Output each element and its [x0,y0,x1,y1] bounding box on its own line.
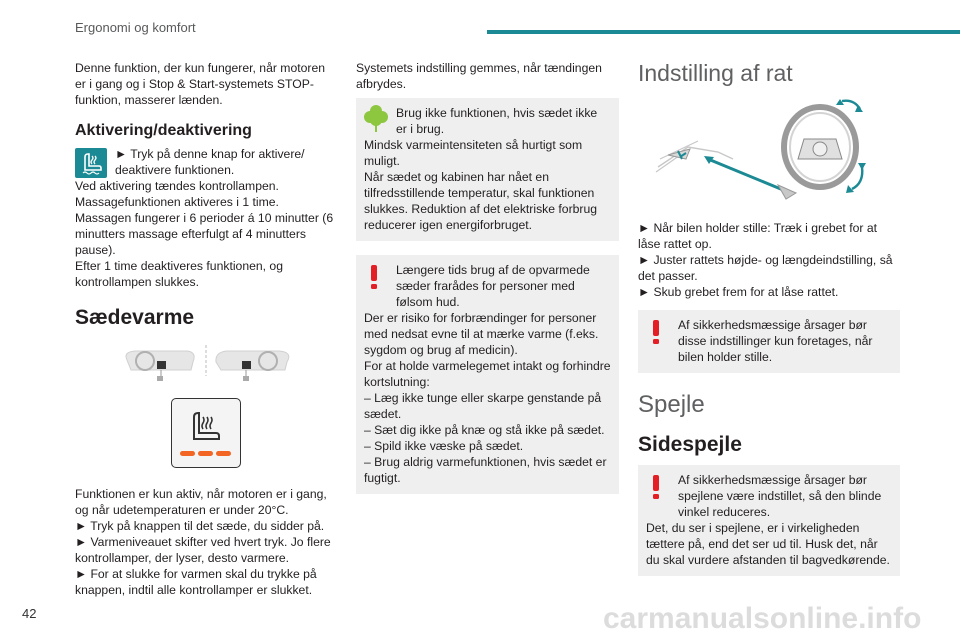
side-mirrors-heading: Sidespejle [638,433,742,456]
heat-lamp-3 [216,451,231,456]
right-console-drawing [216,351,289,381]
column-2 [356,60,619,508]
seat-heating-icon [172,399,240,467]
activation-line-2: Massagefunktionen aktiveres i 1 time. [75,195,279,209]
mirror-warning-box [638,465,900,576]
burn-warning-line-6: – Brug aldrig varmefunktionen, hvis sædet er fugtigt. [364,455,607,485]
massage-button-row [75,146,337,178]
steering-line-1: ► Når bilen holder stille: Træk i grebet for at låse rattet op. [638,221,877,251]
seat-heating-line-1: Funktionen er kun aktiv, når motoren er i gang, og når udetemperaturen er under 20°C. [75,487,327,517]
settings-saved-text: Systemets indstilling gemmes, når tændingen afbrydes. [356,61,602,91]
heat-lamp-1 [180,451,195,456]
eco-line-1: Mindsk varmeintensiteten så hurtigt som muligt. [364,138,583,168]
activation-heading: Aktivering/deaktivering [75,122,252,139]
mirrors-heading: Spejle [638,391,705,418]
mirror-warning-lead: Af sikkerhedsmæssige årsager bør spejlene være indstillet, så den blinde vinkel reduceres. [678,473,882,519]
burn-warning-line-2: For at holde varmelegemet intakt og forhindre kortslutning: [364,359,611,389]
steering-heading: Indstilling af rat [638,60,793,86]
massage-intro: Denne funktion, der kun fungerer, når motoren er i gang og i Stop & Start-systemets STOP-funktion, masserer lænden. [75,61,325,107]
seat-heating-illustration [75,342,337,392]
steering-warning-box [638,310,900,373]
activation-line-3: Massagen fungerer i 6 perioder á 10 minutter (6 minutters massage efterfulgt af 4 minutters pause). [75,211,334,257]
section-title: Ergonomi og komfort [75,20,196,35]
warning-icon [366,264,382,290]
seat-heating-button [171,398,241,468]
activation-line-4: Efter 1 time deaktiveres funktionen, og kontrollampen slukkes. [75,259,283,289]
seat-heating-line-3: ► Varmeniveauet skifter ved hvert tryk. Jo flere kontrollamper, der lyser, desto varmere. [75,535,331,565]
burn-warning-lead: Længere tids brug af de opvarmede sæder frarådes for personer med følsom hud. [396,263,590,309]
steering-wheel-illustration [638,97,900,212]
eco-line-2: Når sædet og kabinen har nået en tilfredsstillende temperatur, skal funktionen slukkes. Reduktion af det elektriske forbrug reducerer igen energiforbruget. [364,170,598,232]
mirror-warning-line-1: Det, du ser i spejlene, er i virkeligheden tættere på, end det ser ud til. Husk det, når du skal vurdere afstanden til bagvedkørende. [646,521,890,567]
column-3 [638,60,900,590]
eco-lead: Brug ikke funktionen, hvis sædet ikke er i brug. [396,106,598,136]
massage-seat-icon [75,148,107,178]
heat-lamp-2 [198,451,213,456]
burn-warning-line-3: – Læg ikke tunge eller skarpe genstande på sædet. [364,391,602,421]
warning-icon [648,474,664,500]
seat-heating-heading: Sædevarme [75,306,195,329]
header-accent-bar [487,30,960,34]
column-1 [75,60,337,598]
seat-heating-line-4: ► For at slukke for varmen skal du trykke på knappen, indtil alle kontrollamper er slukket. [75,567,317,597]
burn-warning-box [356,255,619,494]
page-number: 42 [22,606,37,621]
activation-text: ► Tryk på denne knap for aktivere/ deaktivere funktionen. [115,147,305,177]
warning-icon [648,319,664,345]
left-console-drawing [126,351,194,381]
eco-leaf-icon [364,103,388,133]
burn-warning-line-5: – Spild ikke væske på sædet. [364,439,524,453]
burn-warning-line-1: Der er risiko for forbrændinger for personer med nedsat evne til at mærke varme (f.eks. sygdom og brug af medicin). [364,311,599,357]
steering-line-3: ► Skub grebet frem for at låse rattet. [638,285,839,299]
watermark: carmanualsonline.info [603,602,922,635]
steering-warning-text: Af sikkerhedsmæssige årsager bør disse indstillinger kun foretages, når bilen holder stille. [678,318,873,364]
burn-warning-line-4: – Sæt dig ikke på knæ og stå ikke på sædet. [364,423,605,437]
activation-line-1: Ved aktivering tændes kontrollampen. [75,179,279,193]
page-header [0,0,960,60]
steering-line-2: ► Juster rattets højde- og længdeindstilling, så det passer. [638,253,893,283]
seat-heating-line-2: ► Tryk på knappen til det sæde, du sidder på. [75,519,325,533]
eco-tip-box [356,98,619,241]
